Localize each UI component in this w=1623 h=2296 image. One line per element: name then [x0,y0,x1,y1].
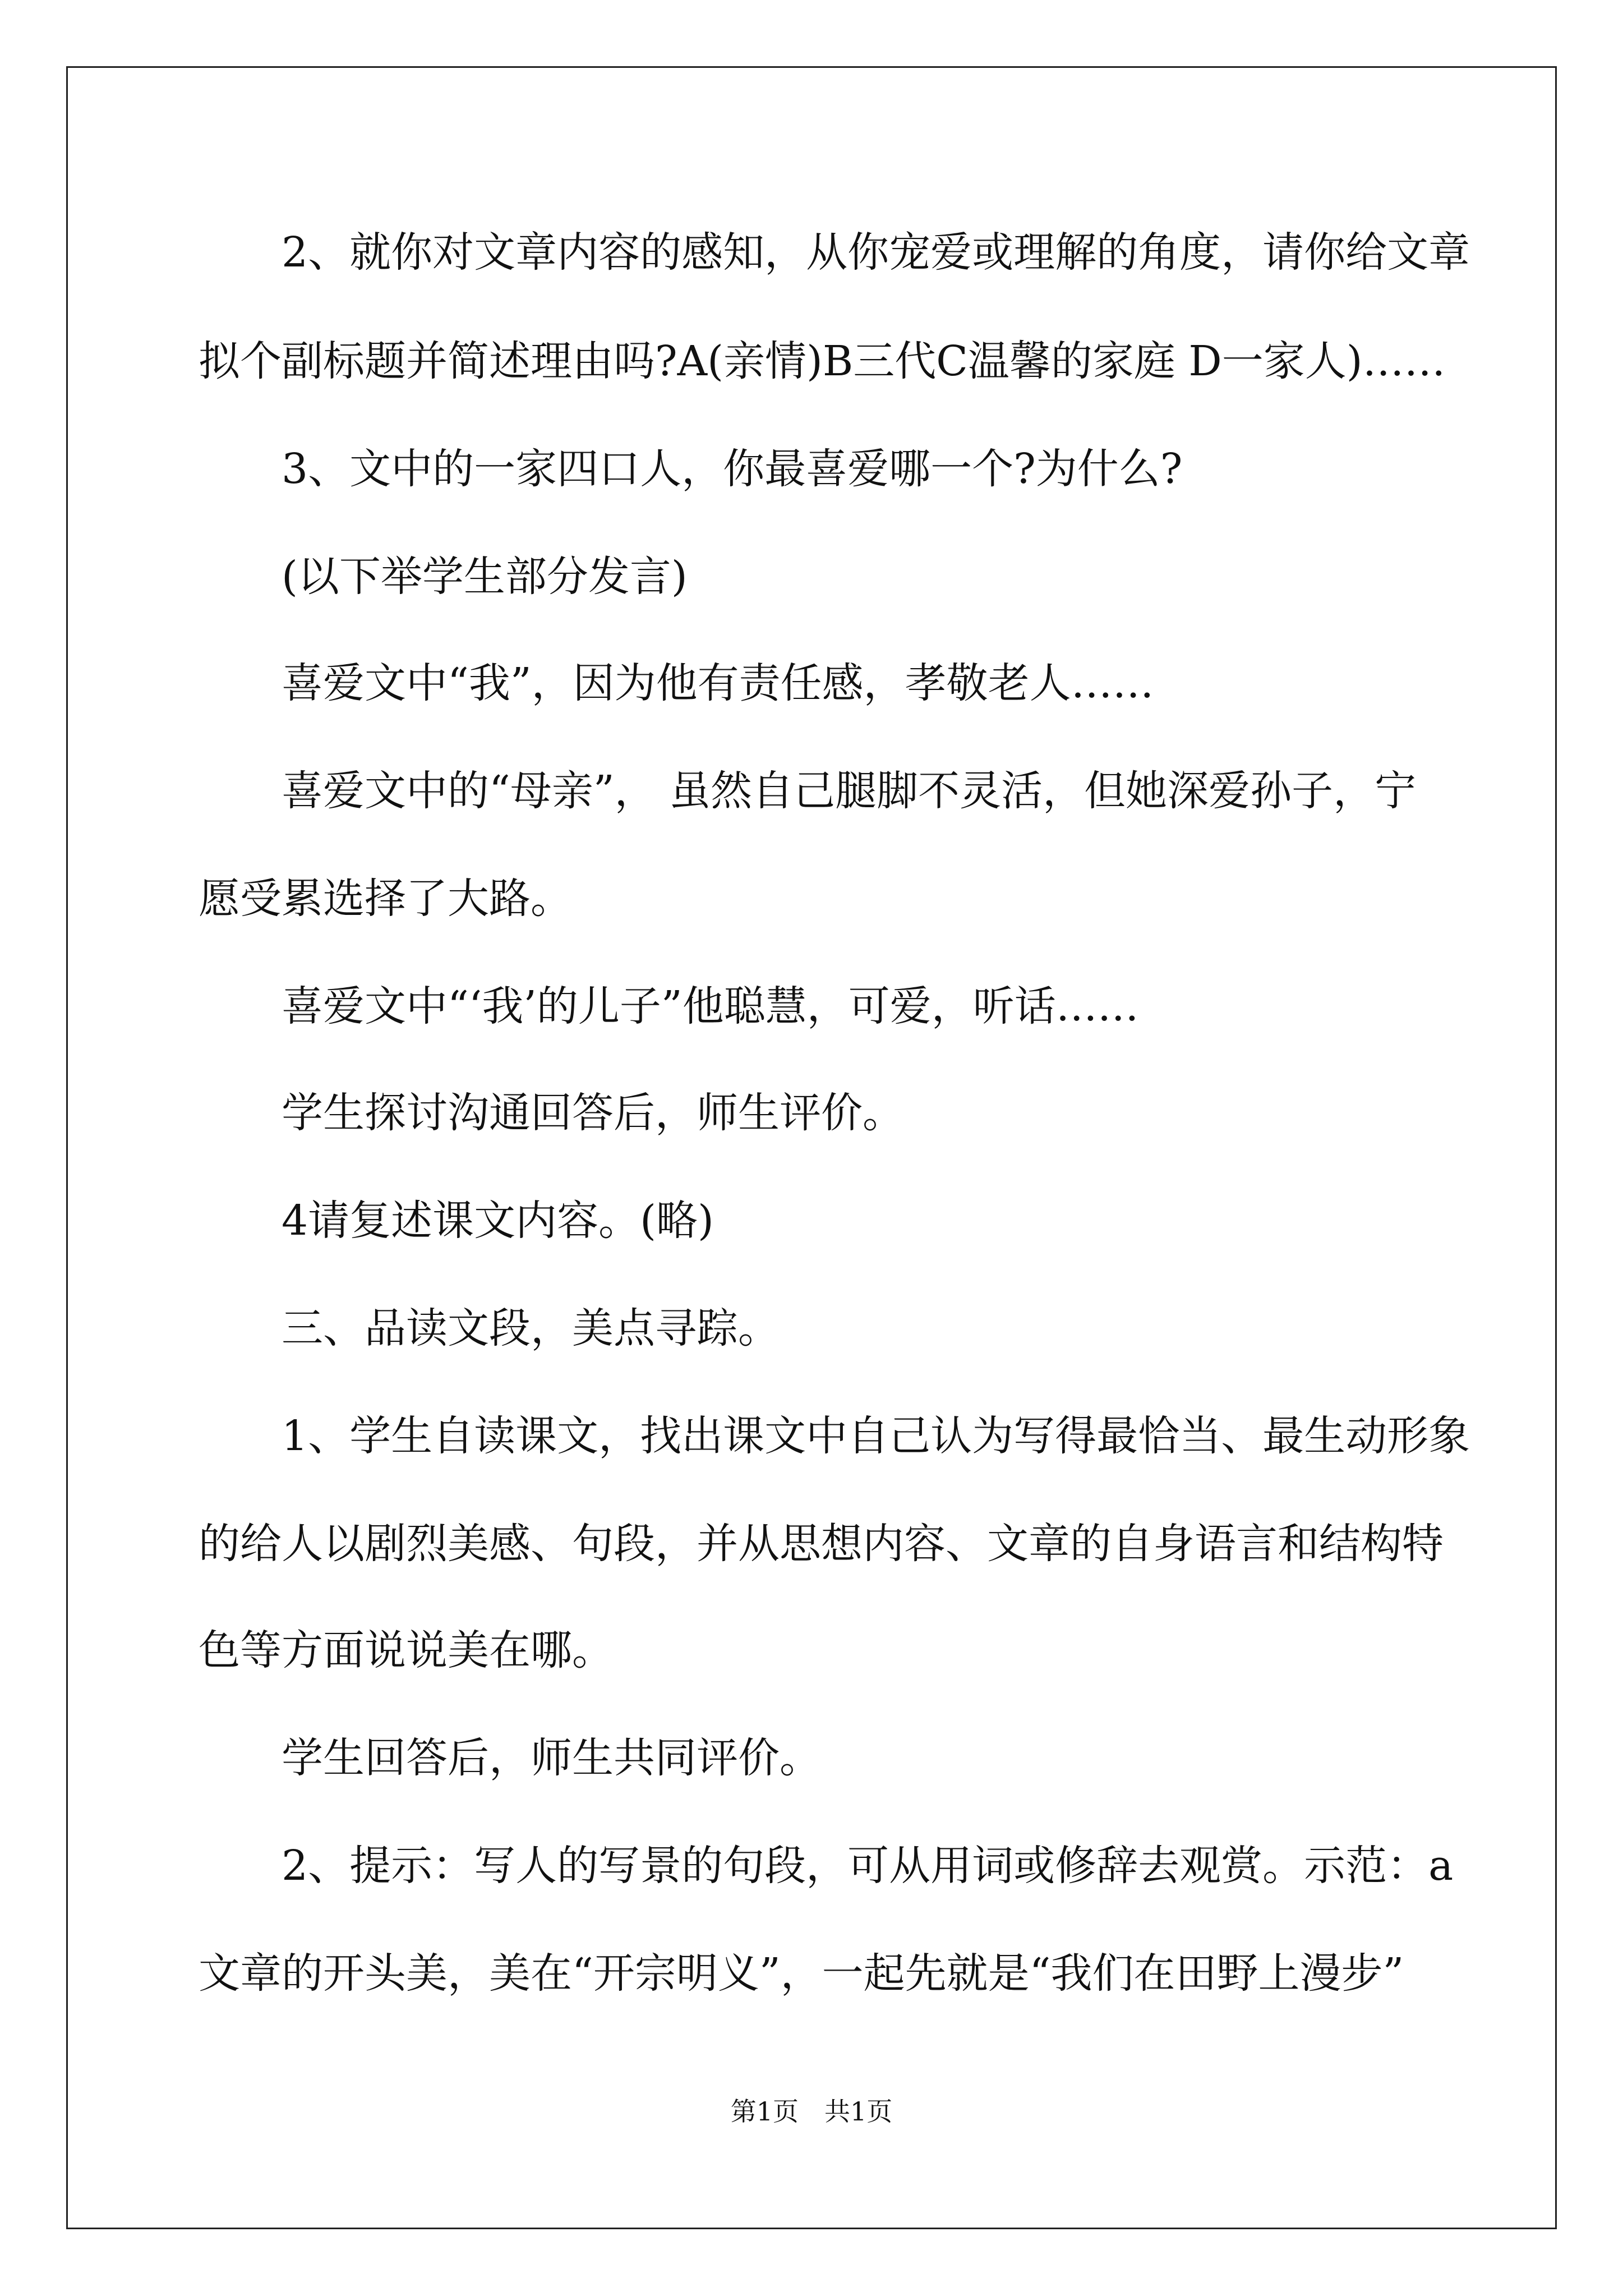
paragraph-line: 2、提示：写人的写景的句段，可从用词或修辞去观赏。示范：a [282,1842,1454,1890]
paragraph-line: 2、就你对文章内容的感知，从你宠爱或理解的角度，请你给文章 [282,228,1470,277]
paragraph-line: 学生探讨沟通回答后，师生评价。 [282,1089,904,1137]
paragraph-line: 1、学生自读课文，找出课文中自己认为写得最恰当、最生动形象 [282,1412,1470,1460]
paragraph-line: 文章的开头美，美在“开宗明义”，一起先就是“我们在田野上漫步” [199,1949,1404,1998]
paragraph-line: 的给人以剧烈美感、句段，并从思想内容、文章的自身语言和结构特 [199,1520,1444,1568]
paragraph-line: 4请复述课文内容。(略) [282,1197,714,1245]
paragraph-line: 学生回答后，师生共同评价。 [282,1734,821,1782]
paragraph-line: 愿受累选择了大路。 [199,875,572,923]
paragraph-line: 喜爱文中“我”，因为他有责任感，孝敬老人…… [282,659,1154,707]
section-heading: 三、品读文段，美点寻踪。 [282,1304,780,1352]
paragraph-line: (以下举学生部分发言) [282,553,688,601]
paragraph-line: 拟个副标题并简述理由吗?A(亲情)B三代C温馨的家庭 D一家人)…… [199,337,1446,385]
page-border [66,66,1557,2229]
paragraph-line: 3、文中的一家四口人，你最喜爱哪一个?为什么? [282,445,1183,493]
page-number-footer: 第1页 共1页 [730,2096,893,2127]
paragraph-line: 喜爱文中“‘我’的儿子”他聪慧，可爱，听话…… [282,982,1139,1030]
paragraph-line: 色等方面说说美在哪。 [199,1626,614,1674]
paragraph-line: 喜爱文中的“母亲”， 虽然自己腿脚不灵活，但她深爱孙子，宁 [282,767,1417,815]
